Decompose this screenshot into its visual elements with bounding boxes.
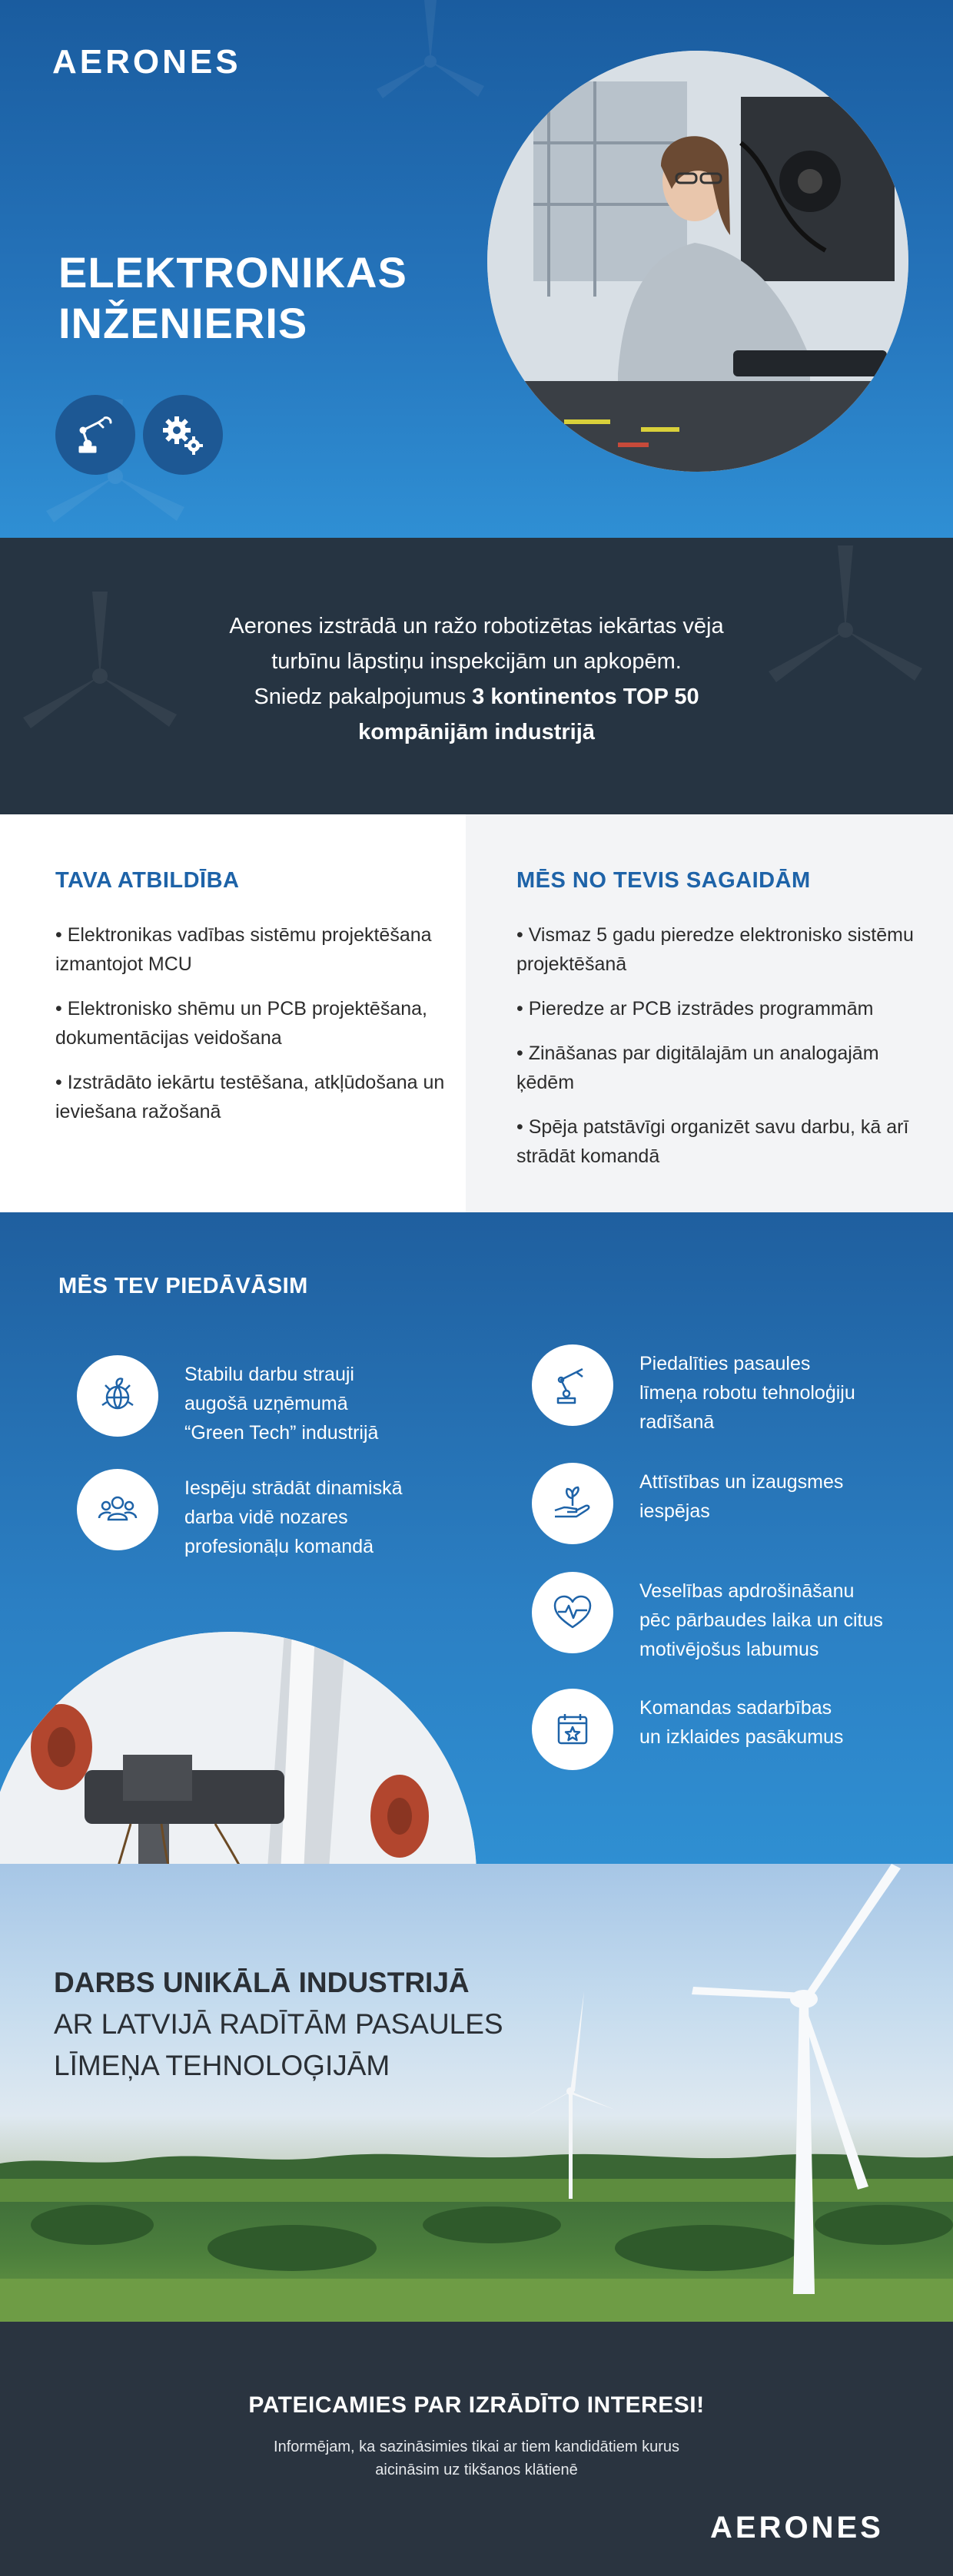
benefit-line: Iespēju strādāt dinamiskā <box>184 1477 403 1499</box>
benefit-item <box>532 1689 916 1770</box>
intro-highlight: kompānijām industrijā <box>358 720 595 744</box>
benefit-line: un izklaides pasākumus <box>639 1726 844 1748</box>
plant-hand-icon <box>550 1481 595 1526</box>
aerones-logo: AERONES <box>52 43 241 81</box>
benefit-item <box>532 1572 916 1664</box>
heart-pulse-icon <box>550 1590 595 1635</box>
job-title-line1: ELEKTRONIKAS <box>58 248 407 297</box>
benefit-icon-circle <box>532 1344 613 1426</box>
company-description <box>169 608 784 750</box>
slogan-line: AR LATVIJĀ RADĪTĀM PASAULES <box>54 2008 503 2040</box>
benefit-item <box>77 1355 461 1447</box>
engineer-photo <box>487 51 908 472</box>
intro-line: Sniedz pakalpojumus <box>254 685 473 709</box>
calendar-star-icon <box>551 1708 594 1751</box>
list-item: • Elektronikas vadības sistēmu projektēšana izmantojot MCU <box>55 924 432 975</box>
robot-arm-icon <box>72 412 118 458</box>
hero-section <box>0 0 953 538</box>
thanks-heading: PATEICAMIES PAR IZRĀDĪTO INTERESI! <box>248 2392 705 2418</box>
benefit-icon-circle <box>77 1355 158 1437</box>
slogan-line: DARBS UNIKĀLĀ INDUSTRIJĀ <box>54 1967 470 1998</box>
benefit-text <box>639 1576 916 1664</box>
intro-line: turbīnu lāpstiņu inspekcijām un apkopēm. <box>271 649 682 674</box>
expectations-list <box>516 920 916 1186</box>
expectations-heading: MĒS NO TEVIS SAGAIDĀM <box>516 868 811 893</box>
expectations-column <box>466 814 953 1212</box>
list-item: • Spēja patstāvīgi organizēt savu darbu, kā arī strādāt komandā <box>516 1116 909 1167</box>
benefit-line: pēc pārbaudes laika un citus <box>639 1610 883 1631</box>
benefit-line: Stabilu darbu strauji <box>184 1364 354 1385</box>
slogan-line: LĪMEŅA TEHNOLOĢIJĀM <box>54 2050 390 2081</box>
benefit-line: Veselības apdrošināšanu <box>639 1580 855 1602</box>
benefit-text <box>184 1474 461 1561</box>
benefit-text <box>184 1360 461 1447</box>
job-title-line2: INŽENIERIS <box>58 299 308 347</box>
footer <box>0 2322 953 2576</box>
benefits-heading: MĒS TEV PIEDĀVĀSIM <box>58 1274 308 1298</box>
robot-arm-badge <box>55 395 135 475</box>
globe-leaf-icon <box>96 1374 139 1417</box>
benefit-item <box>532 1463 916 1544</box>
list-item: • Zināšanas par digitālajām un analogajām ķēdēm <box>516 1043 879 1093</box>
robot-arm-icon <box>550 1363 595 1407</box>
responsibilities-heading: TAVA ATBILDĪBA <box>55 868 240 893</box>
benefit-icon-circle <box>532 1572 613 1653</box>
benefit-line: līmeņa robotu tehnoloģiju <box>639 1382 855 1404</box>
aerones-logo: AERONES <box>710 2511 884 2545</box>
benefits-section <box>0 1212 953 1864</box>
wind-farm-landscape <box>0 1864 953 2322</box>
robot-photo <box>0 1632 476 1864</box>
benefit-line: Attīstības un izaugsmes <box>639 1471 844 1493</box>
benefit-line: profesionāļu komandā <box>184 1536 374 1557</box>
intro-line: Aerones izstrādā un ražo robotizētas iekārtas vēja <box>229 614 724 638</box>
note-line: Informējam, ka sazināsimies tikai ar tiem kandidātiem kurus <box>274 2438 679 2455</box>
list-item: • Izstrādāto iekārtu testēšana, atkļūdošana un ieviešana ražošanā <box>55 1072 445 1122</box>
gears-icon <box>158 410 208 459</box>
responsibilities-column <box>0 814 466 1212</box>
benefit-text <box>639 1693 916 1752</box>
benefit-line: “Green Tech” industrijā <box>184 1422 379 1444</box>
list-item: • Vismaz 5 gadu pieredze elektronisko sistēmu projektēšanā <box>516 924 914 975</box>
list-item: • Elektronisko shēmu un PCB projektēšana, dokumentācijas veidošana <box>55 998 427 1049</box>
list-item: • Pieredze ar PCB izstrādes programmām <box>516 998 874 1019</box>
benefit-text <box>639 1467 916 1526</box>
benefit-line: Piedalīties pasaules <box>639 1353 811 1374</box>
contact-note <box>0 2435 953 2482</box>
benefit-line: motivējošus labumus <box>639 1639 819 1660</box>
benefit-item <box>532 1344 916 1437</box>
benefit-icon-circle <box>532 1689 613 1770</box>
benefit-text <box>639 1349 916 1437</box>
benefit-icon-circle <box>77 1469 158 1550</box>
requirements-section <box>0 814 953 1212</box>
responsibilities-list <box>55 920 455 1142</box>
company-intro-section <box>0 538 953 814</box>
gears-badge <box>143 395 223 475</box>
benefit-icon-circle <box>532 1463 613 1544</box>
benefit-line: iespējas <box>639 1500 710 1522</box>
team-icon <box>95 1487 140 1532</box>
industry-section <box>0 1864 953 2322</box>
benefit-line: Komandas sadarbības <box>639 1697 832 1719</box>
benefit-line: augošā uzņēmumā <box>184 1393 348 1414</box>
intro-highlight: 3 kontinentos TOP 50 <box>472 685 699 709</box>
benefit-item <box>77 1469 461 1561</box>
note-line: aicināsim uz tikšanos klātienē <box>375 2462 578 2478</box>
industry-slogan <box>54 1962 592 2087</box>
benefit-line: radīšanā <box>639 1411 715 1433</box>
benefit-line: darba vidē nozares <box>184 1507 348 1528</box>
job-title <box>58 247 458 349</box>
